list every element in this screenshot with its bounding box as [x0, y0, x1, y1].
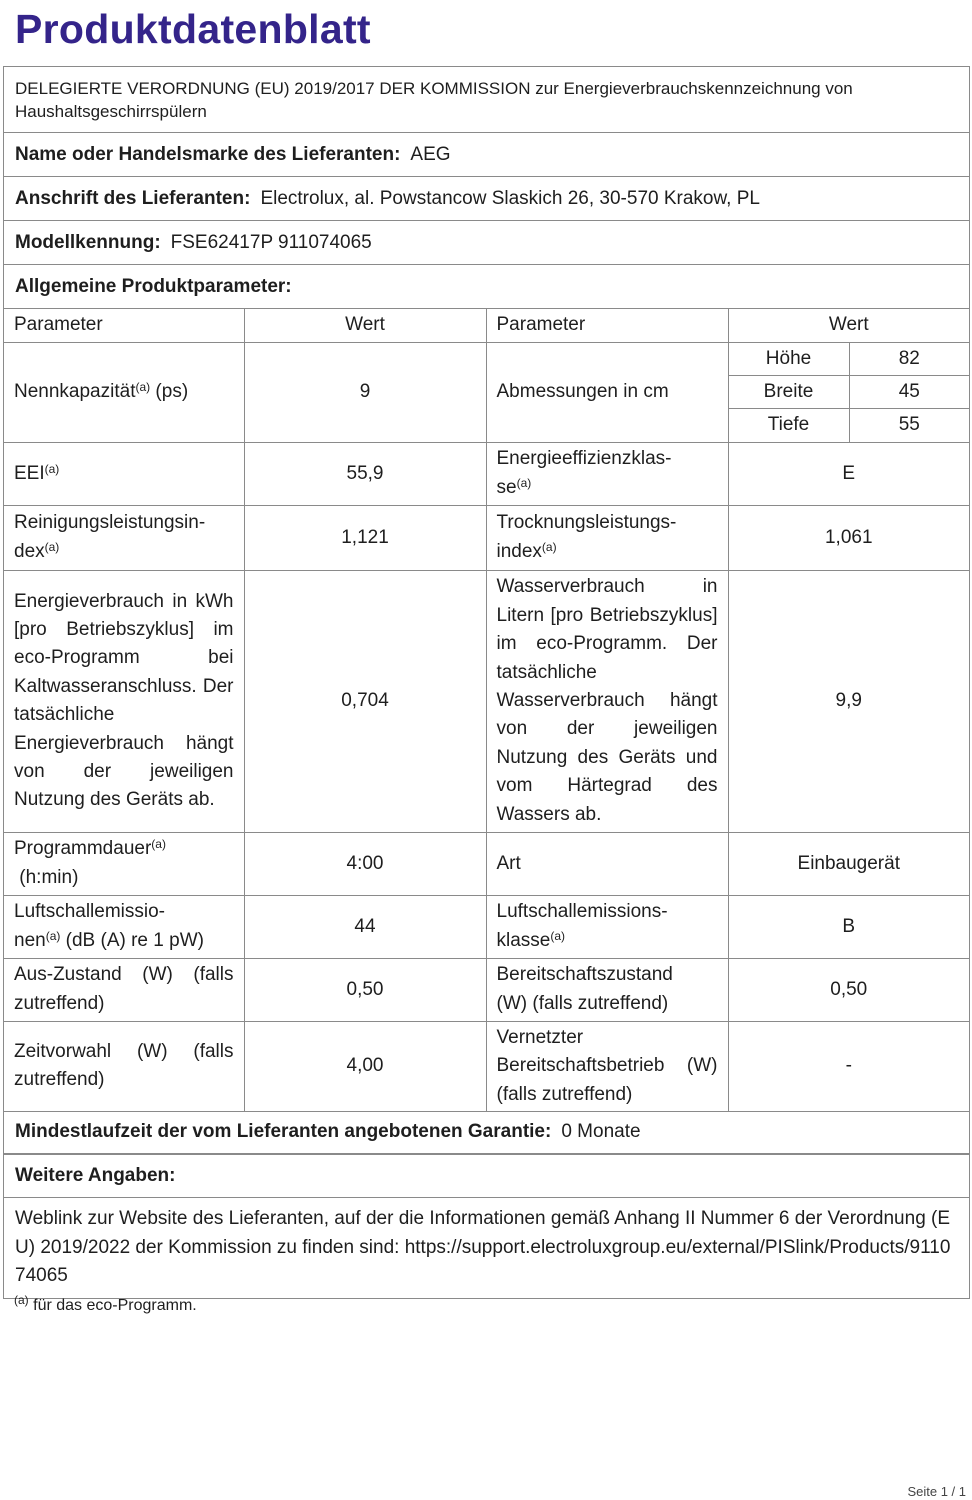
drying-index-value: 1,061: [728, 505, 969, 570]
noise-class-label: Luftschallemissions- klasse$^{(a)}$: [486, 895, 728, 958]
delay-start-value: 4,00: [244, 1021, 486, 1111]
off-mode-value: 0,50: [244, 958, 486, 1021]
off-mode-label: Aus-Zustand (W) (falls zutreffend): [4, 958, 244, 1021]
supplier-name-label: Name oder Handelsmarke des Lieferanten:: [15, 143, 401, 165]
capacity-label: Nennkapazität$^{(a)}$ (ps): [4, 342, 244, 442]
header-value-1: Wert: [244, 309, 486, 342]
noise-value: 44: [244, 895, 486, 958]
general-parameters-row: [4, 265, 969, 309]
program-duration-label: Programmdauer$^{(a)}$ (h:min): [4, 832, 244, 895]
general-parameters-label: Allgemeine Produktparameter:: [15, 275, 292, 297]
page-number: Seite 1 / 1: [907, 1484, 966, 1499]
header-parameter-2: Parameter: [486, 309, 728, 342]
delay-start-label: Zeitvorwahl (W) (falls zutreffend): [4, 1021, 244, 1111]
dimension-width-label: Breite: [728, 375, 849, 408]
regulation-row: [4, 67, 969, 133]
header-value-2: Wert: [728, 309, 969, 342]
dimension-depth-value: 55: [849, 409, 969, 442]
parameters-table: [4, 309, 969, 1112]
type-label: Art: [486, 832, 728, 895]
table-row: [4, 958, 969, 1021]
footnote-marker: (a): [14, 1293, 29, 1307]
model-label: Modellkennung:: [15, 231, 161, 253]
networked-standby-label: Vernetzter Bereitschaftsbetrieb (W) (falls zutreffend): [486, 1021, 728, 1111]
cleaning-index-label: Reinigungsleistungsin- dex$^{(a)}$: [4, 505, 244, 570]
supplier-name-value: AEG: [410, 143, 451, 165]
energy-class-label: Energieeffizienzklas- $se^{(a)}$: [486, 442, 728, 505]
table-row: [4, 895, 969, 958]
document-title: Produktdatenblatt: [15, 6, 371, 52]
program-duration-value: 4:00: [244, 832, 486, 895]
noise-label: Luftschallemissio- nen$^{(a)}$ (dB (A) re 1 pW): [4, 895, 244, 958]
standby-value: 0,50: [728, 958, 969, 1021]
water-consumption-value: 9,9: [728, 570, 969, 832]
cleaning-index-value: 1,121: [244, 505, 486, 570]
table-row: [4, 505, 969, 570]
table-row: [4, 570, 969, 832]
standby-label: Bereitschaftszustand (W) (falls zutreffend): [486, 958, 728, 1021]
type-value: Einbaugerät: [728, 832, 969, 895]
dimension-height-value: 82: [849, 342, 969, 375]
further-info-row: [4, 1154, 969, 1198]
drying-index-label: Trocknungsleistungs- index$^{(a)}$: [486, 505, 728, 570]
dimension-width-value: 45: [849, 375, 969, 408]
model-row: [4, 221, 969, 265]
eei-label: EEI$^{(a)}$: [4, 442, 244, 505]
product-data-sheet: [3, 66, 970, 1299]
table-row: [4, 442, 969, 505]
supplier-address-value: Electrolux, al. Powstancow Slaskich 26, 30-570 Krakow, PL: [260, 187, 760, 209]
dimension-height-label: Höhe: [728, 342, 849, 375]
dimensions-label: Abmessungen in cm: [486, 342, 728, 442]
model-value: FSE62417P 911074065: [170, 231, 372, 253]
footnote-text: für das eco-Programm.: [33, 1297, 197, 1314]
networked-standby-value: -: [728, 1021, 969, 1111]
weblink-row: [4, 1198, 969, 1298]
eei-value: 55,9: [244, 442, 486, 505]
table-header-row: [4, 309, 969, 342]
footnote: [14, 1293, 197, 1315]
table-row: [4, 832, 969, 895]
water-consumption-label: Wasserverbrauch in Litern [pro Betriebszyklus] im eco-Programm. Der tatsächliche Wasserverbrauch hängt von der jeweiligen Nutzung des Geräts und vom Härtegrad des Wassers ab.: [486, 570, 728, 832]
weblink-text: Weblink zur Website des Lieferanten, auf der die Informationen gemäß Anhang II Nummer 6 der Verordnung (EU) 2019/2022 der Kommission zu finden sind: https://support.electroluxgroup.eu/external/PISlink/Products/911074065: [15, 1208, 951, 1287]
warranty-value: 0 Monate: [561, 1121, 641, 1143]
energy-class-value: E: [728, 442, 969, 505]
supplier-address-row: [4, 177, 969, 221]
warranty-label: Mindestlaufzeit der vom Lieferanten angebotenen Garantie:: [15, 1121, 552, 1143]
energy-consumption-label: Energieverbrauch in kWh [pro Betriebszyklus] im eco-Programm bei Kaltwasseranschluss. Der tatsächliche Energieverbrauch hängt von der jeweiligen Nutzung des Geräts ab.: [4, 570, 244, 832]
supplier-address-label: Anschrift des Lieferanten:: [15, 187, 251, 209]
warranty-row: [4, 1112, 969, 1154]
capacity-value: 9: [244, 342, 486, 442]
table-row: [4, 1021, 969, 1111]
header-parameter-1: Parameter: [4, 309, 244, 342]
table-row: [4, 342, 969, 375]
dimension-depth-label: Tiefe: [728, 409, 849, 442]
energy-consumption-value: 0,704: [244, 570, 486, 832]
noise-class-value: B: [728, 895, 969, 958]
regulation-text: DELEGIERTE VERORDNUNG (EU) 2019/2017 DER KOMMISSION zur Energieverbrauchskennzeichnung von Haushaltsgeschirrspülern: [15, 78, 853, 121]
supplier-name-row: [4, 133, 969, 177]
further-info-label: Weitere Angaben:: [15, 1164, 176, 1186]
